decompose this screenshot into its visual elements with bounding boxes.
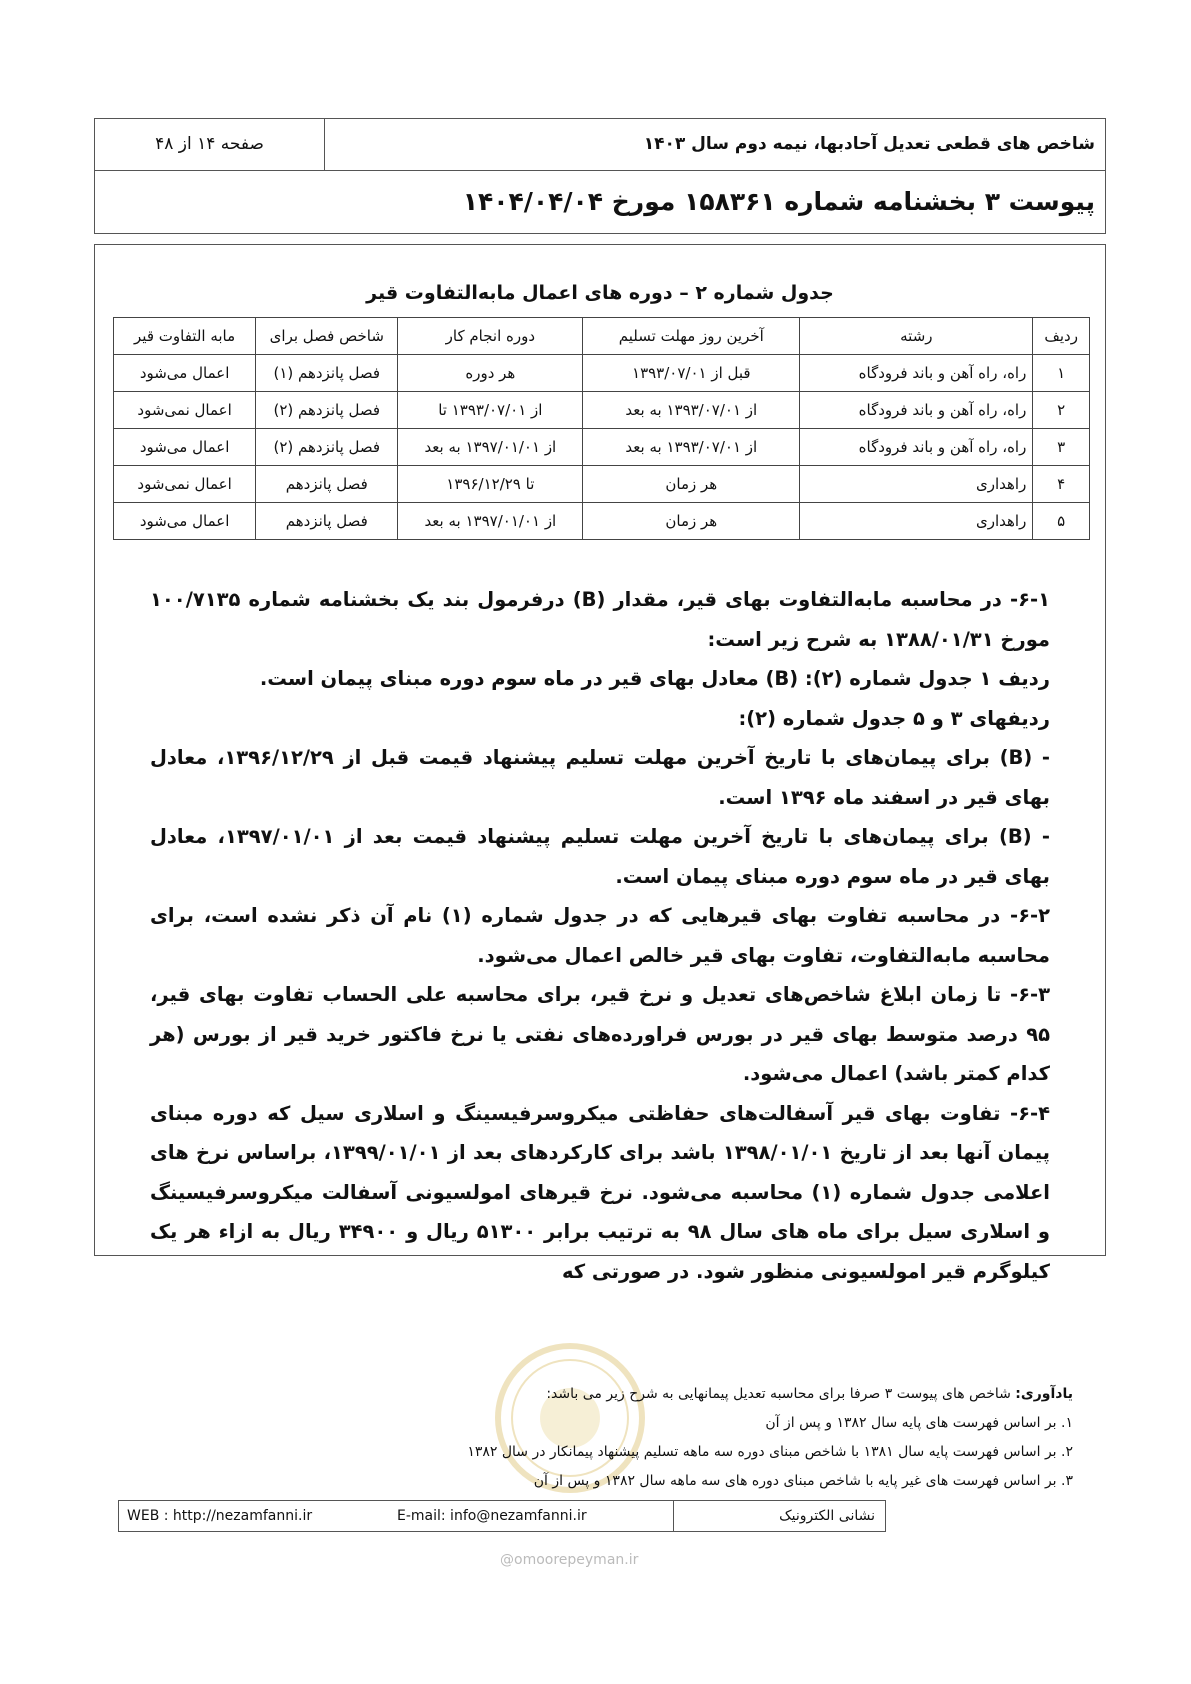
table-row [114, 355, 1090, 392]
table-cell: اعمال می‌شود [114, 355, 256, 392]
table-row [114, 429, 1090, 466]
table-cell: فصل پانزدهم [256, 503, 398, 540]
table-cell: فصل پانزدهم (۱) [256, 355, 398, 392]
table-row [114, 392, 1090, 429]
watermark-text: @omoorepeyman.ir [500, 1552, 639, 1568]
table-cell: فصل پانزدهم (۲) [256, 429, 398, 466]
note-heading: یادآوری: [1015, 1386, 1073, 1402]
table-cell: اعمال نمی‌شود [114, 392, 256, 429]
table-cell: اعمال می‌شود [114, 429, 256, 466]
body-text [150, 580, 1050, 1291]
table-cell: ۴ [1033, 466, 1090, 503]
table-title: جدول شماره ۲ – دوره های اعمال مابه‌التفاوت قیر [366, 282, 834, 304]
website-link[interactable]: WEB : http://nezamfanni.ir [127, 1508, 313, 1524]
paragraph: ردیفهای ۳ و ۵ جدول شماره (۲): [738, 706, 1050, 730]
note-item: ۳. بر اساس فهرست های غیر پایه با شاخص مبنای دوره های سه ماهه سال ۱۳۸۲ و پس از آن [533, 1473, 1073, 1489]
table-header-row [114, 318, 1090, 355]
table-cell: راهداری [800, 503, 1033, 540]
paragraph: ۶-۳- تا زمان ابلاغ شاخص‌های تعدیل و نرخ قیر، برای محاسبه علی الحساب تفاوت بهای قیر، ۹۵ درصد متوسط بهای قیر در بورس فراورده‌های نفتی یا نرخ فاکتور خرید قیر از بورس (هر کدام کمتر باشد) اعمال می‌شود. [150, 983, 1050, 1085]
table-cell: از ۱۳۹۷/۰۱/۰۱ به بعد [398, 429, 583, 466]
page-number: صفحه ۱۴ از ۴۸ [95, 119, 325, 170]
table-cell: از ۱۳۹۳/۰۷/۰۱ به بعد [583, 392, 800, 429]
table-row [114, 503, 1090, 540]
table-cell: هر زمان [583, 466, 800, 503]
table-cell: هر زمان [583, 503, 800, 540]
paragraph: ۶-۱- در محاسبه مابه‌التفاوت بهای قیر، مقدار (B) درفرمول بند یک بخشنامه شماره ۱۰۰/۷۱۳۵ مورخ ۱۳۸۸/۰۱/۳۱ به شرح زیر است: [150, 588, 1050, 651]
table-cell: از ۱۳۹۳/۰۷/۰۱ تا [398, 392, 583, 429]
table-cell: ۵ [1033, 503, 1090, 540]
paragraph: ردیف ۱ جدول شماره (۲): (B) معادل بهای قیر در ماه سوم دوره مبنای پیمان است. [259, 667, 1050, 690]
table-cell: تا ۱۳۹۶/۱۲/۲۹ [398, 466, 583, 503]
header-title: شاخص های قطعی تعدیل آحادبها، نیمه دوم سال ۱۴۰۳ [643, 134, 1095, 154]
reminder-note [173, 1380, 1073, 1496]
table-cell: از ۱۳۹۳/۰۷/۰۱ به بعد [583, 429, 800, 466]
document-header [94, 118, 1106, 234]
paragraph: ۶-۲- در محاسبه تفاوت بهای قیرهایی که در جدول شماره (۱) نام آن ذکر نشده است، برای محاسبه مابه‌التفاوت، تفاوت بهای قیر خالص اعمال می‌شود. [150, 904, 1050, 967]
col-header: مابه التفاوت قیر [114, 318, 256, 355]
note-item: ۲. بر اساس فهرست پایه سال ۱۳۸۱ با شاخص مبنای دوره سه ماهه تسلیم پیشنهاد پیمانکار در سال ۱۳۸۲ [467, 1444, 1073, 1460]
paragraph: ۶-۴- تفاوت بهای قیر آسفالت‌های حفاظتی میکروسرفیسینگ و اسلاری سیل که دوره مبنای پیمان آنها بعد از تاریخ ۱۳۹۸/۰۱/۰۱ باشد برای کارکردهای بعد از ۱۳۹۹/۰۱/۰۱، براساس نرخ های اعلامی جدول شماره (۱) محاسبه می‌شود. نرخ قیرهای امولسیونی آسفالت میکروسرفیسینگ و اسلاری سیل برای ماه های سال ۹۸ به ترتیب برابر ۵۱۳۰۰ ریال و ۳۴۹۰۰ ریال به ازاء هر یک کیلوگرم قیر امولسیونی منظور شود. در صورتی که [150, 1101, 1050, 1283]
table-cell: از ۱۳۹۷/۰۱/۰۱ به بعد [398, 503, 583, 540]
col-header: آخرین روز مهلت تسلیم [583, 318, 800, 355]
table-cell: فصل پانزدهم [256, 466, 398, 503]
col-header: رشته [800, 318, 1033, 355]
header-row [95, 119, 1105, 171]
table-row [114, 466, 1090, 503]
col-header: ردیف [1033, 318, 1090, 355]
email-link[interactable]: E-mail: info@nezamfanni.ir [397, 1508, 587, 1524]
note-item: ۱. بر اساس فهرست های پایه سال ۱۳۸۲ و پس از آن [765, 1415, 1073, 1431]
table-cell: ۱ [1033, 355, 1090, 392]
table-cell: ۳ [1033, 429, 1090, 466]
header-subtitle: پیوست ۳ بخشنامه شماره ۱۵۸۳۶۱ مورخ ۱۴۰۴/۰۴/۰۴ [462, 187, 1095, 216]
table-cell: ۲ [1033, 392, 1090, 429]
note-intro: شاخص های پیوست ۳ صرفا برای محاسبه تعدیل پیمانهایی به شرح زیر می باشد: [546, 1386, 1011, 1402]
table-cell: راهداری [800, 466, 1033, 503]
table-cell: فصل پانزدهم (۲) [256, 392, 398, 429]
col-header: دوره انجام کار [398, 318, 583, 355]
paragraph: - (B) برای پیمان‌های با تاریخ آخرین مهلت تسلیم پیشنهاد قیمت قبل از ۱۳۹۶/۱۲/۲۹، معادل بهای قیر در اسفند ماه ۱۳۹۶ است. [150, 746, 1051, 809]
paragraph: - (B) برای پیمان‌های با تاریخ آخرین مهلت تسلیم پیشنهاد قیمت بعد از ۱۳۹۷/۰۱/۰۱، معادل بهای قیر در ماه سوم دوره مبنای پیمان است. [150, 825, 1050, 888]
table-cell: اعمال نمی‌شود [114, 466, 256, 503]
table-cell: راه، راه آهن و باند فرودگاه [800, 355, 1033, 392]
contact-label: نشانی الکترونیک [673, 1501, 885, 1531]
table-cell: هر دوره [398, 355, 583, 392]
bitumen-periods-table [113, 317, 1090, 540]
table-cell: قبل از ۱۳۹۳/۰۷/۰۱ [583, 355, 800, 392]
table-cell: اعمال می‌شود [114, 503, 256, 540]
table-cell: راه، راه آهن و باند فرودگاه [800, 392, 1033, 429]
col-header: شاخص فصل برای [256, 318, 398, 355]
table-cell: راه، راه آهن و باند فرودگاه [800, 429, 1033, 466]
contact-box [118, 1500, 886, 1532]
